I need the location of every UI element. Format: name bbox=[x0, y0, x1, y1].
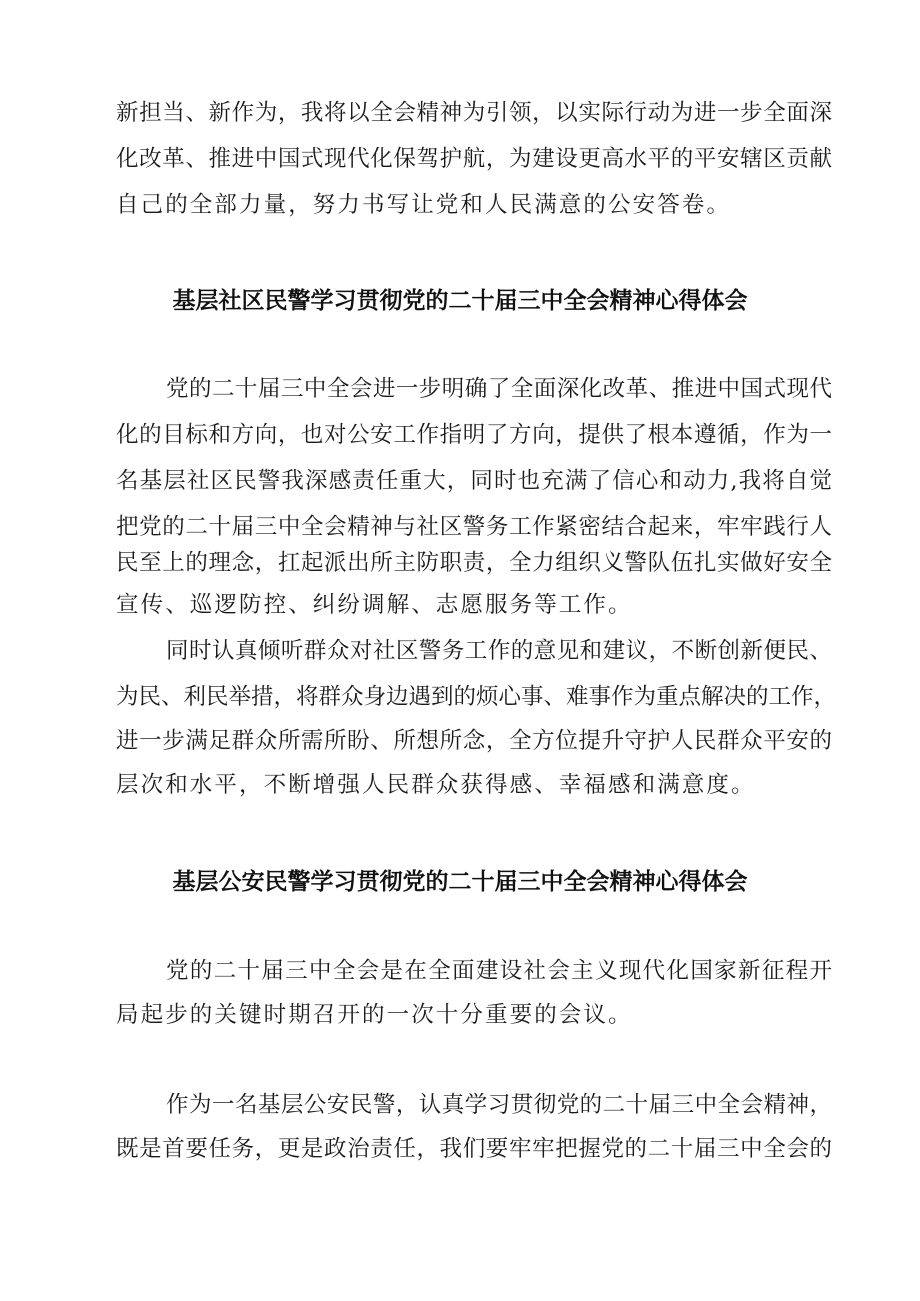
section-heading-community-police: 基层社区民警学习贯彻党的二十届三中全会精神心得体会 bbox=[172, 288, 748, 314]
paragraph-line: 把党的二十届三中全会精神与社区警务工作紧密结合起来，牢牢践行人 bbox=[116, 514, 832, 540]
paragraph-line: 化改革、推进中国式现代化保驾护航，为建设更高水平的平安辖区贡献 bbox=[116, 146, 832, 172]
paragraph-line: 宣传、巡逻防控、纠纷调解、志愿服务等工作。 bbox=[116, 592, 633, 618]
paragraph-line: 为民、利民举措，将群众身边遇到的烦心事、难事作为重点解决的工作， bbox=[116, 684, 837, 710]
paragraph-line: 党的二十届三中全会是在全面建设社会主义现代化国家新征程开 bbox=[166, 958, 832, 984]
section-heading-public-security-police: 基层公安民警学习贯彻党的二十届三中全会精神心得体会 bbox=[172, 869, 748, 895]
paragraph-line: 新担当、新作为，我将以全会精神为引领，以实际行动为进一步全面深 bbox=[116, 100, 832, 126]
paragraph-line: 化的目标和方向，也对公安工作指明了方向，提供了根本遵循，作为一 bbox=[116, 422, 832, 448]
paragraph-line: 自己的全部力量，努力书写让党和人民满意的公安答卷。 bbox=[116, 192, 732, 218]
paragraph-line: 作为一名基层公安民警，认真学习贯彻党的二十届三中全会精神， bbox=[166, 1092, 832, 1118]
paragraph-line: 既是首要任务，更是政治责任，我们要牢牢把握党的二十届三中全会的 bbox=[116, 1136, 832, 1162]
paragraph-line: 局起步的关键时期召开的一次十分重要的会议。 bbox=[116, 1002, 633, 1028]
paragraph-line: 名基层社区民警我深感责任重大，同时也充满了信心和动力,我将自觉 bbox=[116, 468, 832, 494]
paragraph-line: 层次和水平，不断增强人民群众获得感、幸福感和满意度。 bbox=[116, 772, 756, 798]
paragraph-line: 进一步满足群众所需所盼、所想所念，全方位提升守护人民群众平安的 bbox=[116, 728, 832, 754]
paragraph-line: 同时认真倾听群众对社区警务工作的意见和建议，不断创新便民、 bbox=[166, 638, 832, 664]
paragraph-line: 民至上的理念，扛起派出所主防职责，全力组织义警队伍扎实做好安全 bbox=[116, 550, 832, 576]
paragraph-line: 党的二十届三中全会进一步明确了全面深化改革、推进中国式现代 bbox=[166, 376, 832, 402]
